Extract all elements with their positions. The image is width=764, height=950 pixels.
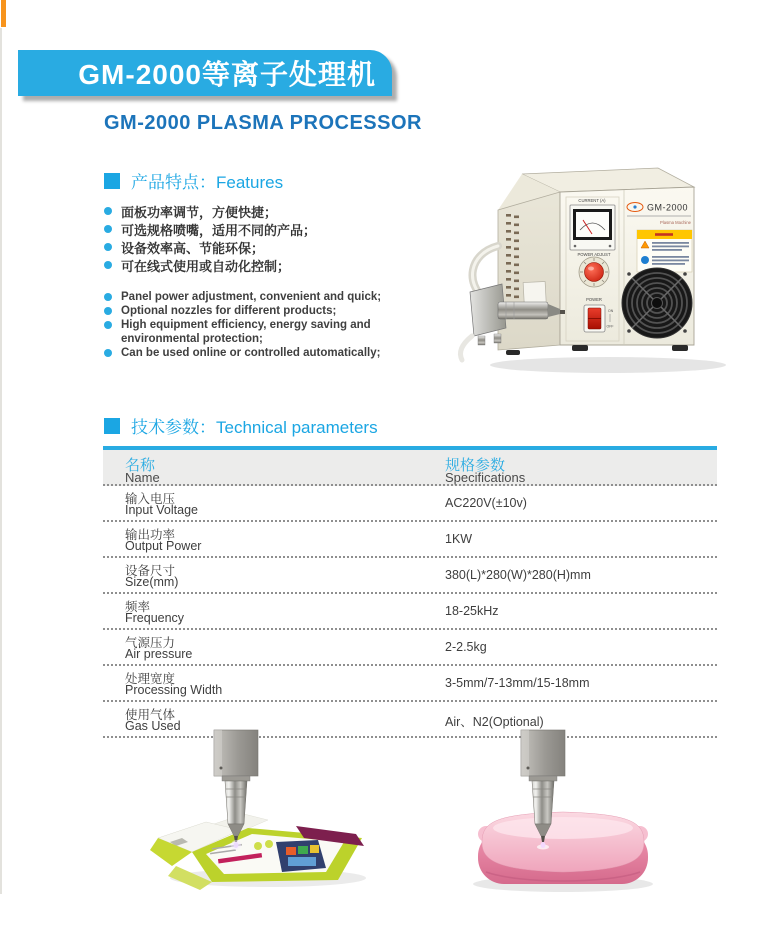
fitting xyxy=(494,334,501,343)
param-name-en: Output Power xyxy=(125,539,202,553)
param-value: AC220V(±10v) xyxy=(445,496,527,510)
corner-mark xyxy=(1,0,6,27)
header-spec-zh: 规格参数 xyxy=(445,457,506,474)
meter-screw xyxy=(574,245,577,248)
bullet-dot-icon xyxy=(104,321,112,329)
bullet-dot-icon xyxy=(104,349,112,357)
features-list-en xyxy=(104,290,448,360)
param-name-en: Input Voltage xyxy=(125,503,198,517)
param-name-zh: 设备尺寸 xyxy=(125,564,176,578)
page-subtitle: GM-2000 PLASMA PROCESSOR xyxy=(104,112,422,134)
feature-item xyxy=(104,220,316,238)
cooling-fan xyxy=(622,268,692,338)
param-value: 3-5mm/7-13mm/15-18mm xyxy=(445,676,590,690)
printed-packaging xyxy=(150,814,364,890)
feature-text: 可在线式使用或自动化控制； xyxy=(121,258,291,274)
application-photo-packaging xyxy=(148,726,392,896)
param-name-zh: 处理宽度 xyxy=(125,672,176,686)
table-header-row xyxy=(103,450,717,486)
feature-text: Optional nozzles for different products; xyxy=(121,305,337,317)
machine-foot xyxy=(572,345,588,351)
feature-text: 设备效率高、节能环保； xyxy=(121,240,265,256)
meter-dial xyxy=(576,212,609,237)
application-photo-pink-case xyxy=(438,726,690,896)
table-row xyxy=(103,594,717,630)
param-name-zh: 频率 xyxy=(125,600,151,614)
feature-text: Can be used online or controlled automatically; xyxy=(121,347,381,359)
header-name-zh: 名称 xyxy=(125,457,156,474)
header-name-en: Name xyxy=(125,470,160,485)
param-name-zh: 输入电压 xyxy=(125,492,176,506)
current-meter-label: CURRENT (A) xyxy=(578,198,606,203)
feature-item xyxy=(104,318,448,346)
param-name-en: Size(mm) xyxy=(125,575,179,589)
param-name-en: Air pressure xyxy=(125,647,193,661)
section-square-icon xyxy=(104,418,120,434)
caution-sticker xyxy=(637,230,692,272)
nozzle-barrel xyxy=(498,302,548,319)
param-value: Air、N2(Optional) xyxy=(445,715,544,729)
nozzle-tip xyxy=(560,310,565,314)
param-name-zh: 气源压力 xyxy=(125,636,176,650)
info-dot-icon xyxy=(641,256,649,264)
table-row xyxy=(103,486,717,522)
table-row xyxy=(103,558,717,594)
bullet-dot-icon xyxy=(104,261,112,269)
table-body xyxy=(103,486,717,738)
table-row xyxy=(103,522,717,558)
pink-case xyxy=(478,812,648,884)
tech-parameters-table xyxy=(103,446,717,738)
bullet-dot-icon xyxy=(104,243,112,251)
feature-item xyxy=(104,290,448,304)
machine-photo xyxy=(448,164,760,378)
page-left-edge xyxy=(0,28,2,894)
bullet-dot-icon xyxy=(104,225,112,233)
power-label: POWER xyxy=(586,297,602,302)
plasma-machine-label: Plasma Machine xyxy=(660,220,691,225)
param-value: 18-25kHz xyxy=(445,604,499,618)
machine-foot xyxy=(672,345,688,351)
features-heading-label: 产品特点：Features xyxy=(131,173,284,192)
power-adjust-knob xyxy=(579,257,609,287)
param-name-zh: 使用气体 xyxy=(125,708,176,722)
model-label: GM-2000 xyxy=(647,202,689,213)
section-square-icon xyxy=(104,173,120,189)
param-value: 2-2.5kg xyxy=(445,640,487,654)
features-list-zh xyxy=(104,202,316,274)
features-section-heading xyxy=(104,168,283,193)
switch-on-label: ON xyxy=(608,309,614,313)
feature-item xyxy=(104,202,316,220)
tech-section-heading xyxy=(104,413,378,438)
feature-text: High equipment efficiency, energy saving and environmental protection; xyxy=(121,319,371,345)
param-value: 1KW xyxy=(445,532,473,546)
feature-text: 面板功率调节，方便快捷； xyxy=(121,204,278,220)
fitting xyxy=(478,336,485,345)
brand-logo-dot xyxy=(633,205,636,208)
param-name-en: Gas Used xyxy=(125,719,181,733)
table-row xyxy=(103,630,717,666)
title-banner xyxy=(18,50,392,96)
feature-text: 可选规格喷嘴，适用不同的产品； xyxy=(121,222,317,238)
param-name-en: Processing Width xyxy=(125,683,223,697)
power-switch xyxy=(584,305,605,332)
meter-screw xyxy=(609,245,612,248)
machine-foot xyxy=(506,350,520,355)
feature-item xyxy=(104,238,316,256)
header-spec-en: Specifications xyxy=(445,470,526,485)
bullet-dot-icon xyxy=(104,307,112,315)
power-adjust-label: POWER ADJUST xyxy=(577,252,611,257)
feature-item xyxy=(104,256,316,274)
feature-text: Panel power adjustment, convenient and quick; xyxy=(121,291,382,303)
banner-title: GM-2000等离子处理机 xyxy=(78,59,376,90)
feature-item xyxy=(104,304,448,318)
machine-shadow xyxy=(490,357,726,373)
tech-heading-label: 技术参数：Technical parameters xyxy=(131,418,378,437)
table-row xyxy=(103,666,717,702)
bullet-dot-icon xyxy=(104,207,112,215)
param-name-zh: 输出功率 xyxy=(125,528,176,542)
param-value: 380(L)*280(W)*280(H)mm xyxy=(445,568,591,582)
power-cable xyxy=(460,336,472,360)
bullet-dot-icon xyxy=(104,293,112,301)
param-name-en: Frequency xyxy=(125,611,185,625)
feature-item xyxy=(104,346,448,360)
switch-off-label: OFF xyxy=(606,324,614,329)
